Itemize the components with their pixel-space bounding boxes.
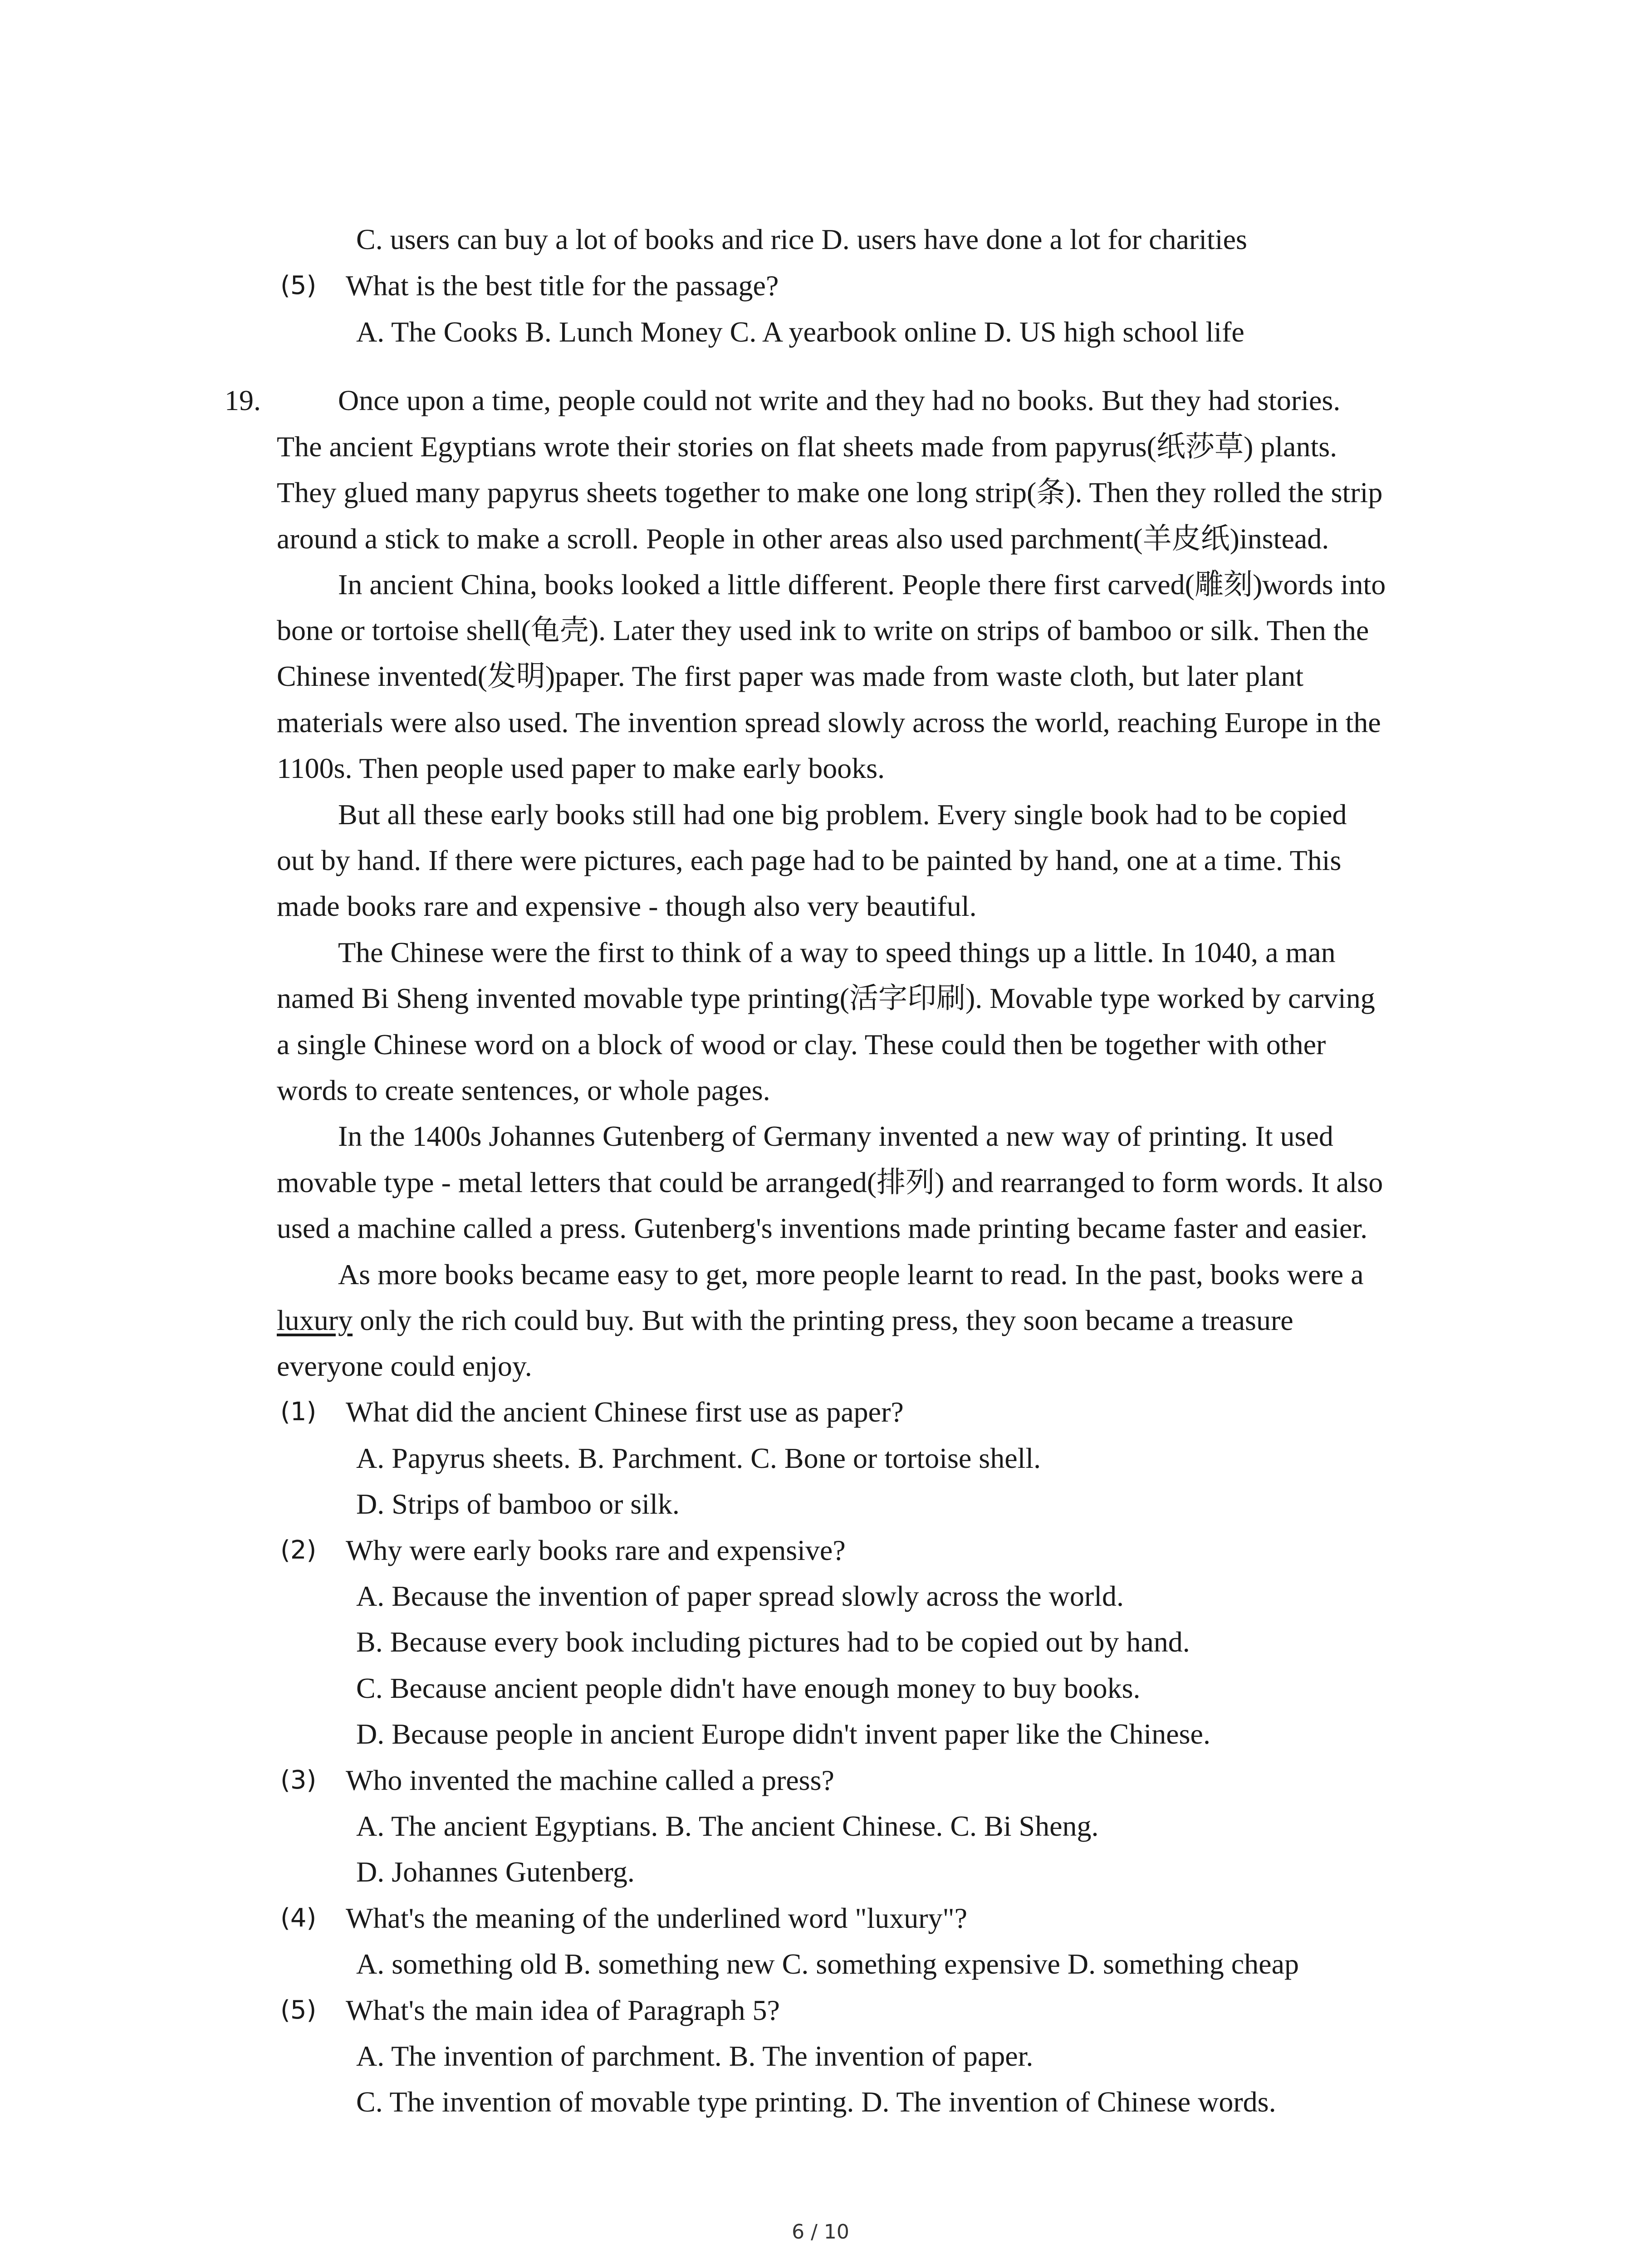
passage-line: 1100s. Then people used paper to make early books.: [277, 752, 885, 784]
passage-line: around a stick to make a scroll. People in other areas also used parchment(羊皮纸)instead.: [277, 523, 1329, 555]
passage-line: In the 1400s Johannes Gutenberg of Germany invented a new way of printing. It used: [338, 1120, 1333, 1152]
question-number: (4): [280, 1903, 317, 1933]
passage-line: out by hand. If there were pictures, each page had to be painted by hand, one at a time. This: [277, 844, 1342, 876]
question-option: A. The ancient Egyptians. B. The ancient Chinese. C. Bi Sheng.: [356, 1810, 1099, 1842]
question-text: Why were early books rare and expensive?: [346, 1534, 846, 1566]
question-text: Who invented the machine called a press?: [346, 1764, 834, 1796]
question-option: D. Strips of bamboo or silk.: [356, 1488, 680, 1520]
passage-line: As more books became easy to get, more people learnt to read. In the past, books were a: [338, 1258, 1364, 1290]
prev-question-text: What is the best title for the passage?: [346, 269, 779, 302]
question-number: (3): [280, 1765, 317, 1795]
underlined-word: luxury: [277, 1304, 353, 1336]
passage-number: 19.: [225, 384, 261, 416]
passage-line: everyone could enjoy.: [277, 1350, 532, 1382]
passage-line: used a machine called a press. Gutenberg's inventions made printing became faster and easier.: [277, 1212, 1368, 1244]
prev-question-number: (5): [280, 271, 317, 300]
question-option: A. something old B. something new C. something expensive D. something cheap: [356, 1948, 1299, 1980]
question-text: What's the meaning of the underlined word "luxury"?: [346, 1902, 968, 1934]
passage-line: Chinese invented(发明)paper. The first paper was made from waste cloth, but later plant: [277, 660, 1303, 692]
page-number: 6 / 10: [792, 2220, 849, 2244]
passage-line: [277, 1302, 1293, 1339]
question-text: What did the ancient Chinese first use as paper?: [346, 1396, 904, 1428]
question-option: D. Johannes Gutenberg.: [356, 1856, 635, 1888]
passage-line: made books rare and expensive - though also very beautiful.: [277, 890, 977, 922]
passage-line: materials were also used. The invention spread slowly across the world, reaching Europe in the: [277, 706, 1381, 738]
passage-line: Once upon a time, people could not write and they had no books. But they had stories.: [338, 384, 1341, 416]
passage-line: named Bi Sheng invented movable type printing(活字印刷). Movable type worked by carving: [277, 982, 1375, 1014]
passage-line: But all these early books still had one big problem. Every single book had to be copied: [338, 798, 1347, 831]
passage-line: bone or tortoise shell(龟壳). Later they used ink to write on strips of bamboo or silk. Then the: [277, 614, 1369, 646]
question-number: (1): [280, 1397, 317, 1427]
prev-option-line: C. users can buy a lot of books and rice D. users have done a lot for charities: [356, 223, 1247, 255]
passage-line: movable type - metal letters that could be arranged(排列) and rearranged to form words. It also: [277, 1166, 1383, 1198]
question-option: A. The invention of parchment. B. The invention of paper.: [356, 2040, 1034, 2072]
prev-question-options: A. The Cooks B. Lunch Money C. A yearbook online D. US high school life: [356, 316, 1244, 348]
question-number: (5): [280, 1995, 317, 2025]
question-option: C. Because ancient people didn't have enough money to buy books.: [356, 1672, 1141, 1704]
passage-line: In ancient China, books looked a little different. People there first carved(雕刻)words into: [338, 568, 1386, 601]
question-text: What's the main idea of Paragraph 5?: [346, 1994, 780, 2026]
passage-line: words to create sentences, or whole pages.: [277, 1074, 770, 1106]
passage-line: They glued many papyrus sheets together to make one long strip(条). Then they rolled the strip: [277, 476, 1383, 508]
question-number: (2): [280, 1535, 317, 1565]
passage-line: The ancient Egyptians wrote their stories on flat sheets made from papyrus(纸莎草) plants.: [277, 430, 1337, 463]
question-option: D. Because people in ancient Europe didn't invent paper like the Chinese.: [356, 1718, 1210, 1750]
passage-line: a single Chinese word on a block of wood or clay. These could then be together with other: [277, 1028, 1326, 1061]
question-option: A. Because the invention of paper spread slowly across the world.: [356, 1580, 1124, 1612]
question-option: A. Papyrus sheets. B. Parchment. C. Bone or tortoise shell.: [356, 1442, 1041, 1474]
question-option: C. The invention of movable type printing. D. The invention of Chinese words.: [356, 2086, 1276, 2118]
passage-line-rest: only the rich could buy. But with the printing press, they soon became a treasure: [353, 1304, 1293, 1336]
question-option: B. Because every book including pictures had to be copied out by hand.: [356, 1626, 1190, 1658]
passage-line: The Chinese were the first to think of a way to speed things up a little. In 1040, a man: [338, 936, 1336, 968]
